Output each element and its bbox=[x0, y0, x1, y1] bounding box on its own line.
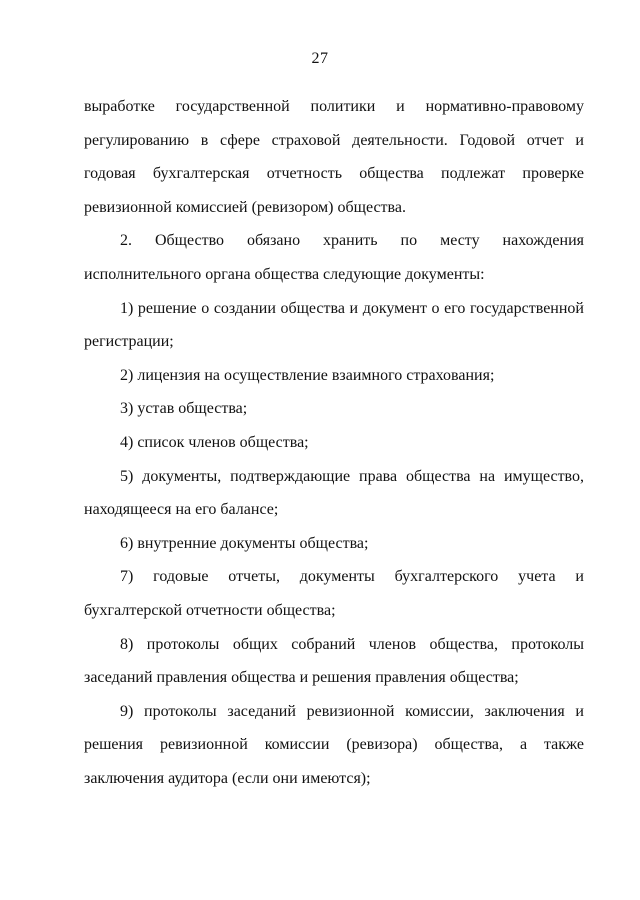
list-item-8: 8) протоколы общих собраний членов общества, протоколы заседаний правления общества и решения правления общества; bbox=[84, 635, 584, 687]
list-item-6: 6) внутренние документы общества; bbox=[120, 534, 369, 552]
list-item-2: 2) лицензия на осуществление взаимного страхования; bbox=[120, 366, 495, 384]
list-item-4: 4) список членов общества; bbox=[120, 433, 309, 451]
list-item-9: 9) протоколы заседаний ревизионной комиссии, заключения и решения ревизионной комиссии (ревизора) общества, а также заключения аудитора (если они имеются); bbox=[84, 702, 584, 787]
list-item-5: 5) документы, подтверждающие права общества на имущество, находящееся на его балансе; bbox=[84, 467, 584, 519]
list-item-3: 3) устав общества; bbox=[120, 400, 248, 418]
list-item-1: 1) решение о создании общества и документ о его государственной регистрации; bbox=[84, 299, 584, 351]
list-item-7: 7) годовые отчеты, документы бухгалтерского учета и бухгалтерской отчетности общества; bbox=[84, 568, 584, 619]
page-number: 27 bbox=[311, 50, 329, 67]
paragraph-clause-2: 2. Общество обязано хранить по месту нахождения исполнительного органа общества следующие документы: bbox=[84, 232, 584, 283]
paragraph-continuation: выработке государственной политики и нормативно-правовому регулированию в сфере страховой деятельности. Годовой отчет и годовая бухгалтерская отчетность общества подлежат проверке ревизионной комиссией (ревизором) общества. bbox=[84, 98, 584, 216]
document-body bbox=[84, 90, 584, 795]
